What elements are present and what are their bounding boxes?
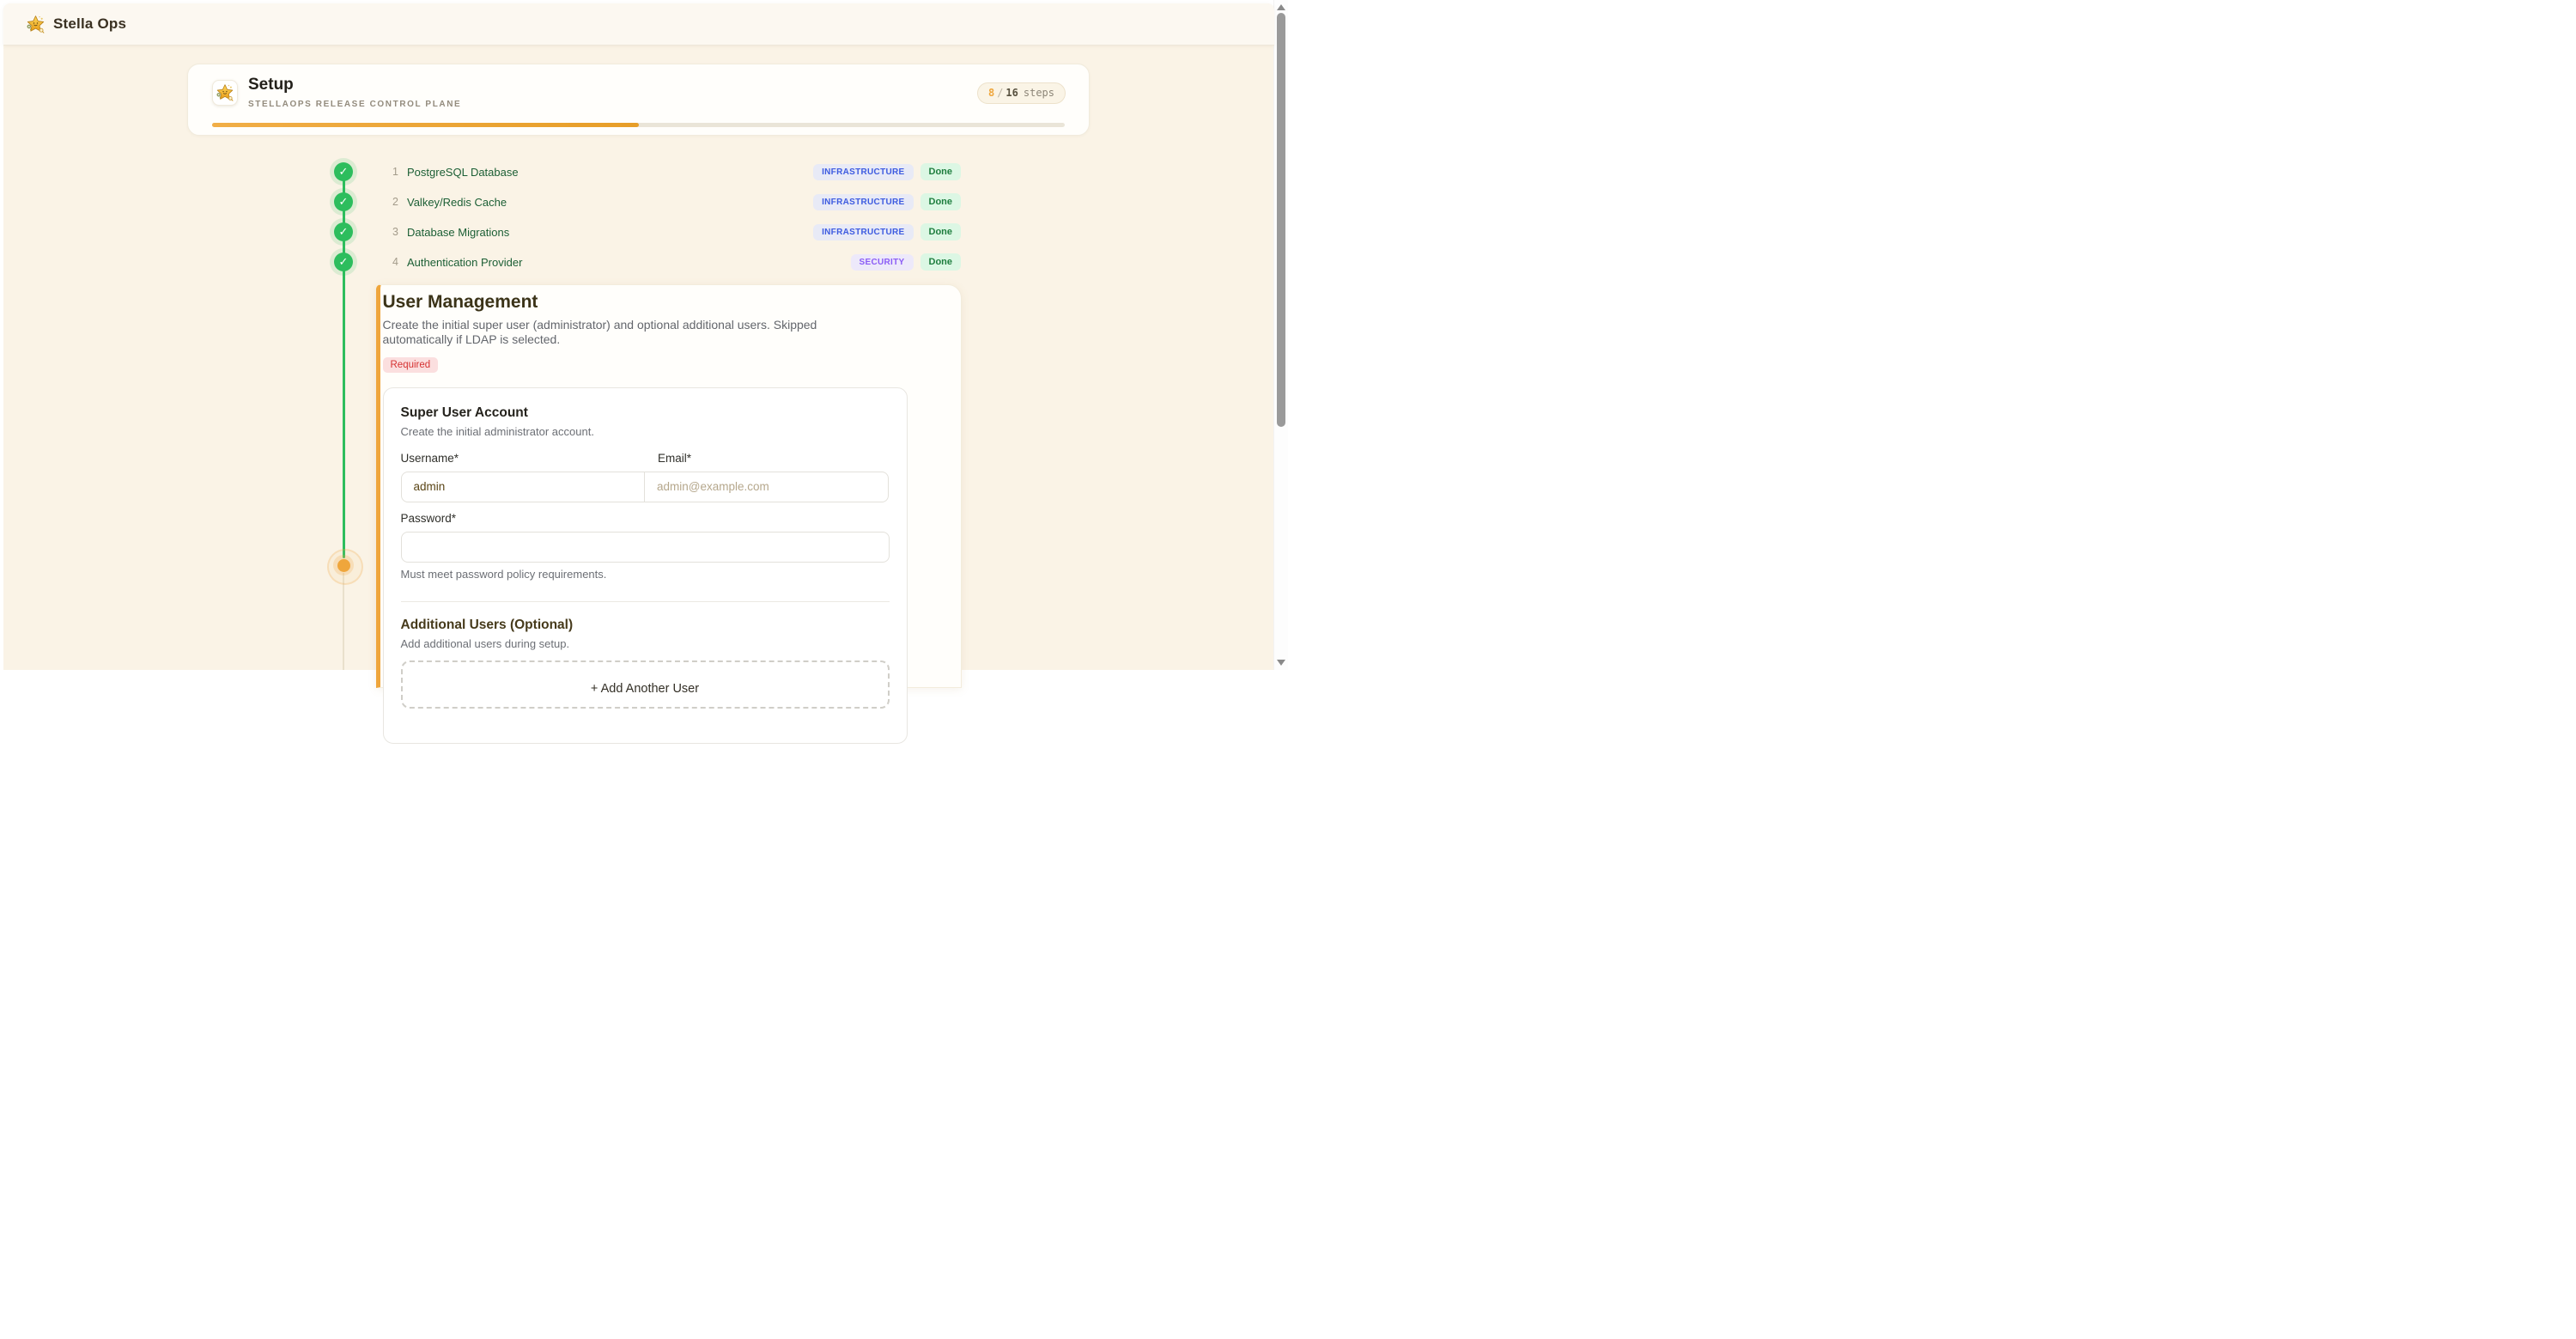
step-number: 1 bbox=[392, 166, 398, 178]
step-number: 4 bbox=[392, 256, 398, 268]
password-help-text: Must meet password policy requirements. bbox=[400, 567, 607, 581]
setup-star-icon bbox=[216, 83, 234, 102]
steps-list bbox=[375, 157, 961, 277]
password-input[interactable] bbox=[401, 532, 890, 563]
progress-bar bbox=[212, 123, 1065, 127]
step-check-icon: ✓ bbox=[334, 162, 353, 181]
email-input[interactable] bbox=[644, 472, 889, 502]
timeline-line-upcoming bbox=[343, 573, 344, 670]
status-badge: Done bbox=[920, 253, 962, 271]
scrollbar-down-arrow-icon[interactable] bbox=[1277, 660, 1285, 666]
brand-name: Stella Ops bbox=[53, 15, 127, 32]
super-user-title: Super User Account bbox=[400, 405, 528, 420]
steps-count-label: steps bbox=[1023, 87, 1054, 99]
step-name: Database Migrations bbox=[407, 225, 510, 239]
user-management-card bbox=[376, 284, 962, 696]
scrollbar[interactable] bbox=[1273, 0, 1288, 670]
status-badge: Done bbox=[920, 163, 962, 180]
stella-ops-logo-icon bbox=[26, 15, 46, 34]
steps-count-separator: / bbox=[997, 87, 1004, 99]
orange-dot-icon bbox=[337, 559, 350, 572]
category-badge: INFRASTRUCTURE bbox=[813, 164, 913, 180]
step-number: 2 bbox=[392, 196, 398, 208]
step-row[interactable] bbox=[375, 157, 961, 187]
scrollbar-up-arrow-icon[interactable] bbox=[1277, 4, 1285, 10]
step-check-icon: ✓ bbox=[334, 253, 353, 271]
navbar bbox=[3, 3, 1274, 46]
status-badge: Done bbox=[920, 193, 962, 210]
step-description: Create the initial super user (administrator) and optional additional users. Skipped automatically if LDAP is selected. bbox=[382, 317, 817, 346]
setup-subtitle: STELLAOPS RELEASE CONTROL PLANE bbox=[248, 100, 462, 109]
add-user-button[interactable]: + Add Another User bbox=[401, 660, 890, 709]
password-label: Password* bbox=[400, 511, 457, 525]
username-input[interactable] bbox=[401, 472, 646, 502]
step-number: 3 bbox=[392, 226, 398, 238]
category-badge: INFRASTRUCTURE bbox=[813, 194, 913, 210]
steps-done-count: 8 bbox=[987, 87, 995, 99]
username-label: Username* bbox=[400, 451, 459, 465]
setup-card bbox=[187, 64, 1090, 136]
progress-fill bbox=[212, 123, 639, 127]
super-user-card bbox=[383, 387, 908, 744]
email-label: Email* bbox=[658, 451, 692, 465]
step-name: PostgreSQL Database bbox=[407, 165, 519, 179]
status-badge: Done bbox=[920, 223, 962, 240]
page-title: User Management bbox=[382, 291, 538, 312]
app-surface bbox=[3, 3, 1274, 696]
step-name: Authentication Provider bbox=[407, 255, 523, 269]
setup-icon-box bbox=[212, 80, 238, 106]
step-name: Valkey/Redis Cache bbox=[407, 195, 507, 209]
category-badge: SECURITY bbox=[851, 254, 914, 271]
additional-users-title: Additional Users (Optional) bbox=[400, 617, 574, 632]
section-divider bbox=[401, 601, 890, 602]
steps-total-count: 16 bbox=[1005, 87, 1018, 99]
required-badge: Required bbox=[383, 357, 439, 373]
step-row[interactable] bbox=[375, 217, 961, 247]
step-row[interactable] bbox=[375, 247, 961, 277]
step-check-icon: ✓ bbox=[334, 192, 353, 211]
steps-count-badge bbox=[977, 82, 1066, 104]
brand bbox=[26, 15, 126, 34]
super-user-subtitle: Create the initial administrator account. bbox=[400, 424, 594, 438]
scrollbar-thumb[interactable] bbox=[1277, 13, 1285, 427]
step-check-icon: ✓ bbox=[334, 222, 353, 241]
setup-title: Setup bbox=[248, 76, 294, 94]
additional-users-subtitle: Add additional users during setup. bbox=[400, 636, 570, 650]
viewport bbox=[0, 0, 1288, 696]
category-badge: INFRASTRUCTURE bbox=[813, 224, 913, 240]
step-row[interactable] bbox=[375, 187, 961, 217]
